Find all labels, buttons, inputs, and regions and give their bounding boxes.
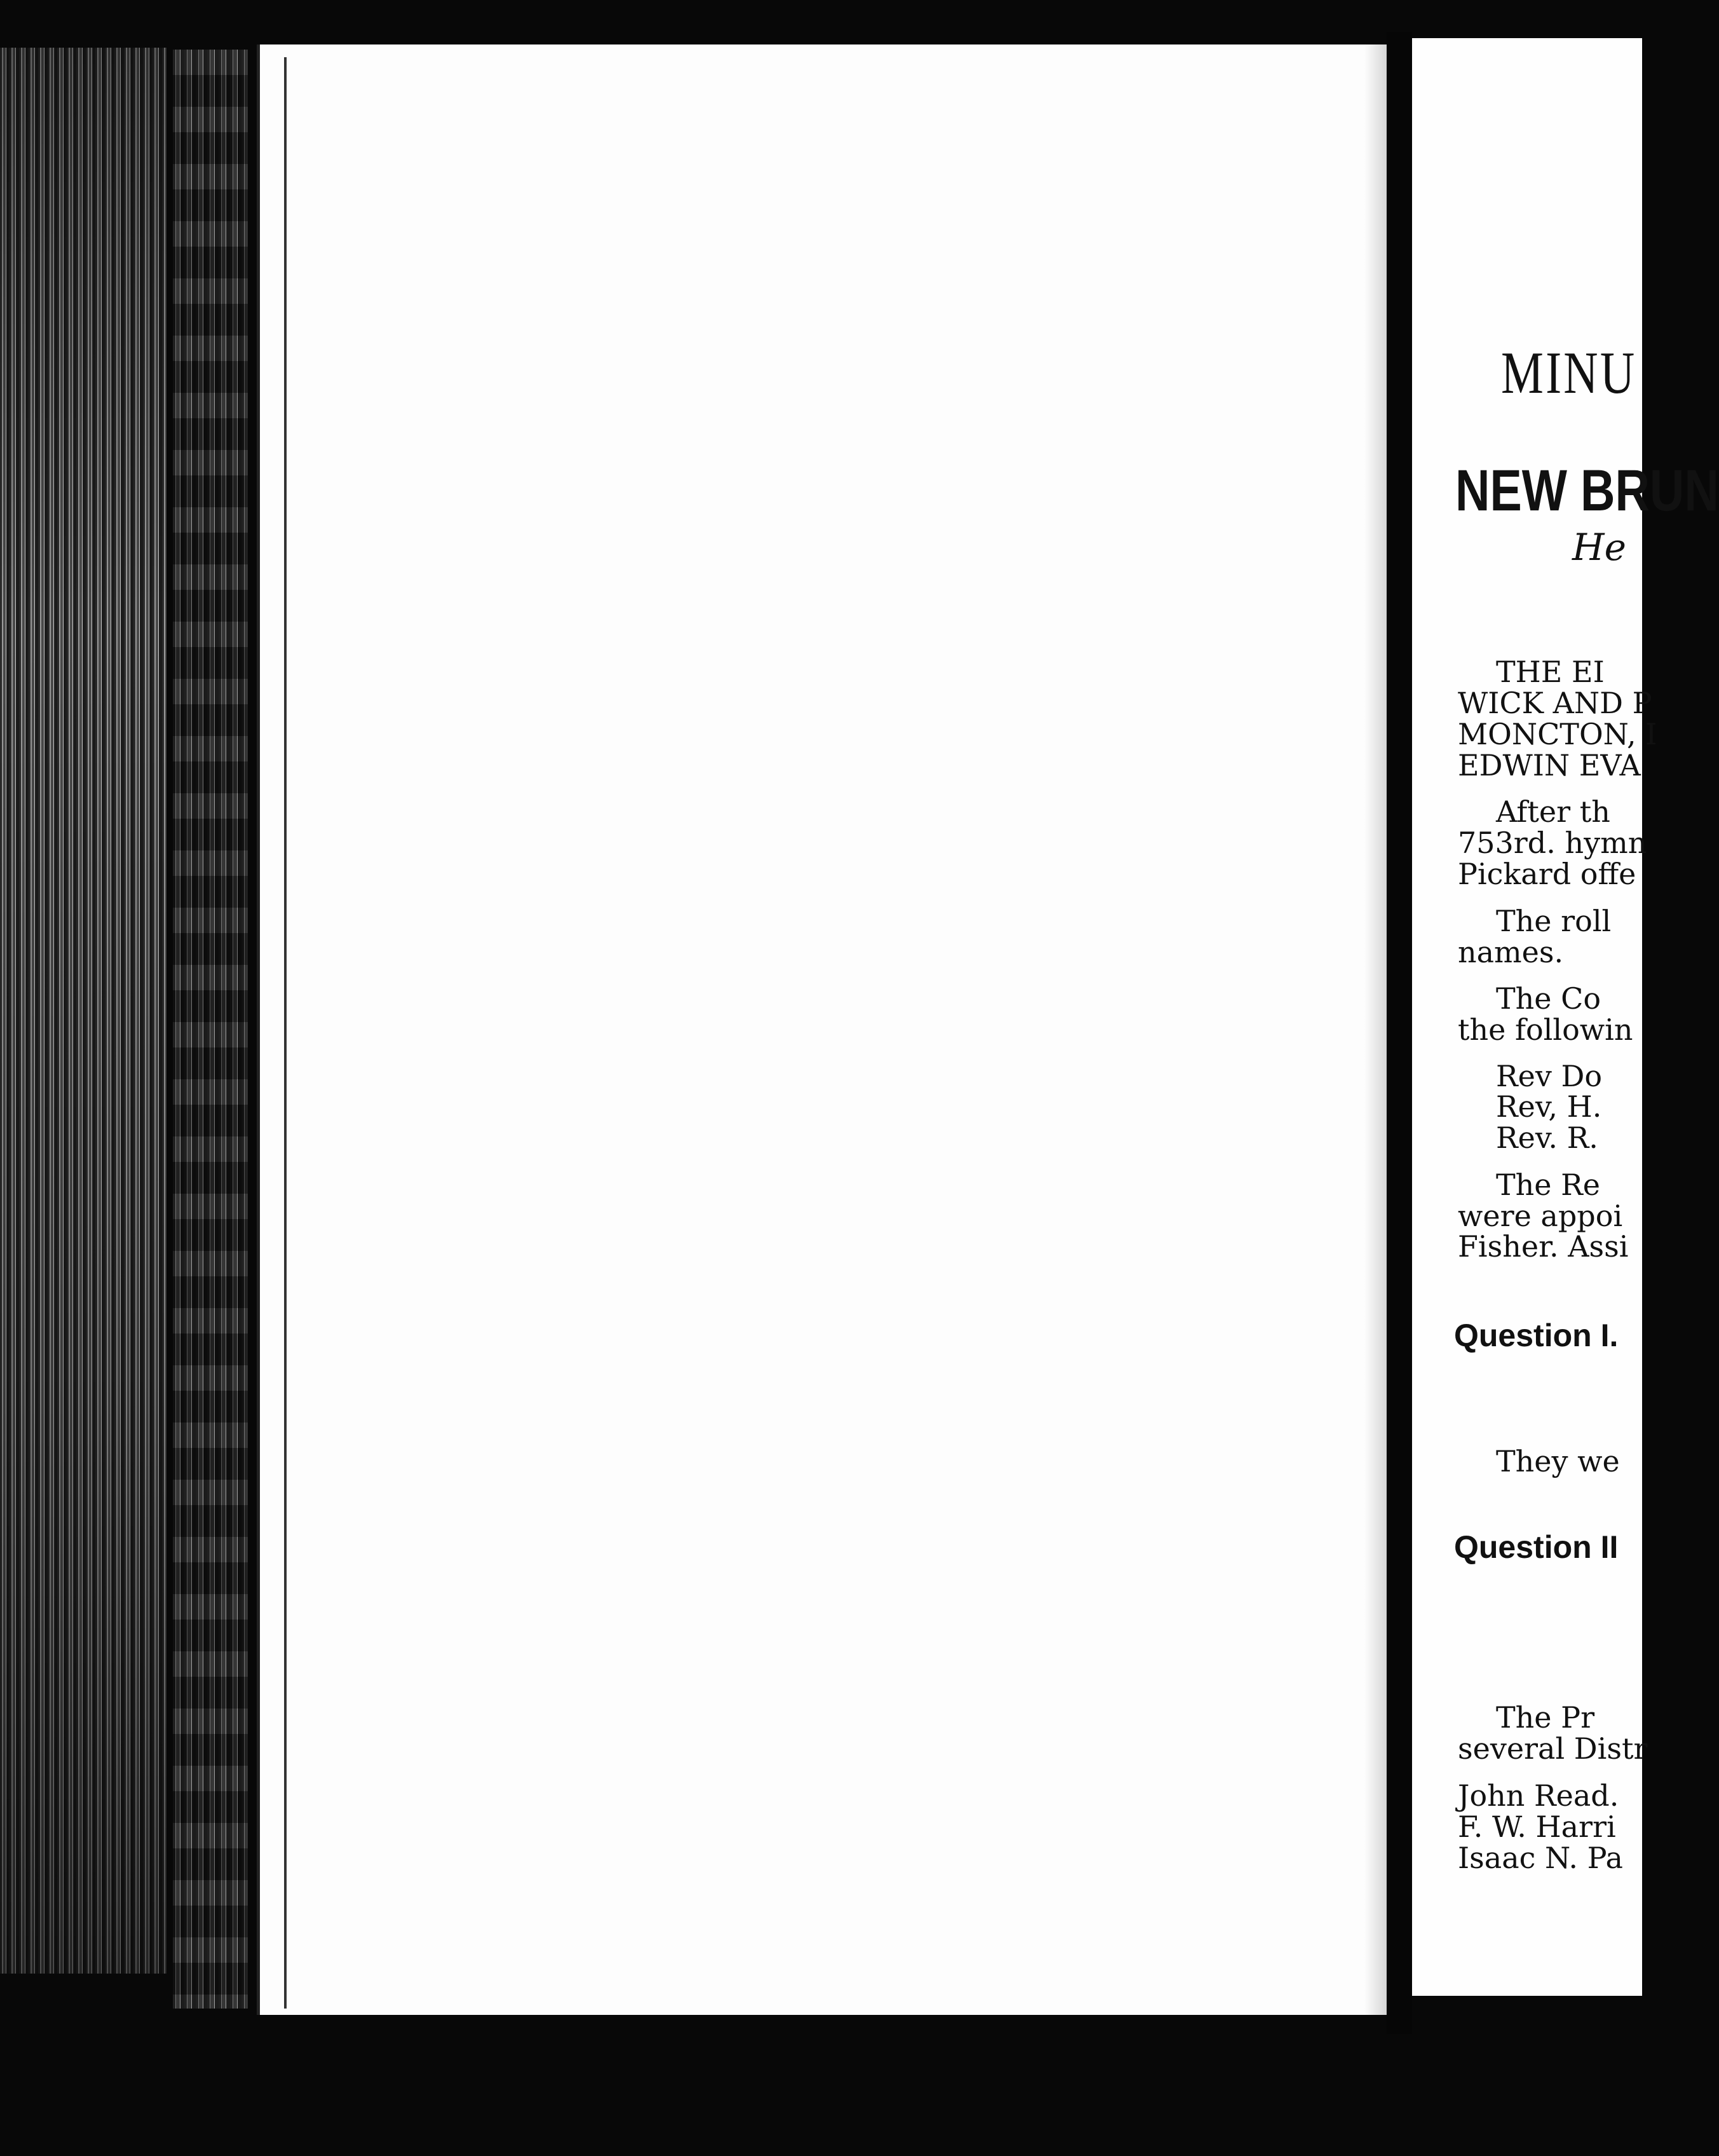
text-line: MONCTON, I [1458, 717, 1657, 751]
right-page [1412, 38, 1719, 1996]
question-2: Question II [1454, 1529, 1619, 1565]
text-line: THE EI [1496, 655, 1605, 689]
text-line: John Read. [1458, 1778, 1619, 1813]
text-line: Isaac N. Pa [1458, 1841, 1623, 1875]
blank-left-page [257, 44, 1390, 2015]
text-line: The Re [1496, 1168, 1601, 1202]
text-line: names. [1458, 935, 1564, 969]
text-line: They we [1496, 1444, 1620, 1478]
text-line: After th [1496, 795, 1610, 829]
heading-new-brunswick: NEW BRUN [1455, 458, 1719, 523]
subheading: He [1572, 526, 1626, 569]
text-line: F. W. Harri [1458, 1810, 1616, 1844]
heading-minutes: MINU [1501, 340, 1637, 406]
text-line: Pickard offe [1458, 857, 1636, 891]
text-line: several Distr [1458, 1731, 1648, 1766]
book-gutter [1387, 32, 1412, 2034]
text-line: the followin [1458, 1013, 1633, 1047]
book-inner-edge [173, 50, 248, 2009]
page-fold-shadow [1364, 44, 1390, 2015]
question-1: Question I. [1454, 1318, 1619, 1353]
book-page-edges [0, 48, 166, 1974]
text-line: The roll [1496, 904, 1612, 938]
text-line: EDWIN EVA [1458, 748, 1641, 782]
text-line: The Co [1496, 981, 1601, 1016]
text-line: Fisher. Assi [1458, 1229, 1629, 1264]
text-line: Rev. R. [1496, 1121, 1598, 1155]
text-line: were appoi [1458, 1199, 1623, 1233]
text-line: The Pr [1496, 1700, 1595, 1735]
text-line: WICK AND P [1458, 686, 1652, 720]
text-line: Rev, H. [1496, 1089, 1602, 1124]
text-line: 753rd. hymn [1458, 826, 1647, 860]
page-border-rule [284, 57, 287, 2009]
text-line: Rev Do [1496, 1059, 1603, 1093]
